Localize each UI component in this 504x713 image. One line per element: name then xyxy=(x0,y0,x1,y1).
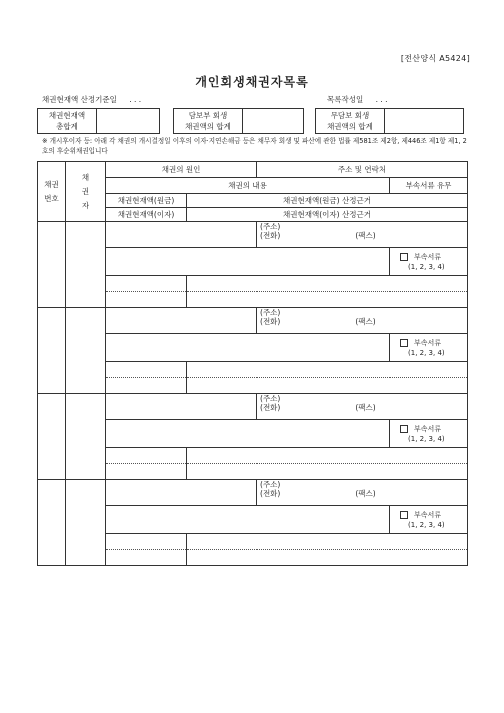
total-label: 채권현재액 총합계 xyxy=(38,109,97,134)
entry-contact[interactable]: (주소) (전화) (팩스) xyxy=(257,308,468,334)
entry-interest-basis[interactable] xyxy=(187,292,468,308)
entry-interest-basis[interactable] xyxy=(187,378,468,394)
secured-value[interactable] xyxy=(243,109,304,134)
checkbox-icon[interactable] xyxy=(400,511,408,519)
entry-interest[interactable] xyxy=(106,550,187,566)
checkbox-icon[interactable] xyxy=(400,339,408,347)
entry-content[interactable] xyxy=(106,334,390,362)
total-value[interactable] xyxy=(97,109,160,134)
col-principal: 채권현재액(원금) xyxy=(106,194,187,208)
entry-principal[interactable] xyxy=(106,362,187,378)
entry-cause[interactable] xyxy=(106,394,257,420)
checkbox-icon[interactable] xyxy=(400,425,408,433)
entry-number[interactable] xyxy=(38,222,66,308)
entry-principal[interactable] xyxy=(106,534,187,550)
summary-unsecured-table xyxy=(315,108,464,134)
col-content: 채권의 내용 xyxy=(106,178,390,194)
entry-cause[interactable] xyxy=(106,480,257,506)
entry-interest-basis[interactable] xyxy=(187,550,468,566)
entry-interest-basis[interactable] xyxy=(187,464,468,480)
col-attachments: 부속서류 유무 xyxy=(390,178,468,194)
entry-creditor[interactable] xyxy=(66,480,106,566)
unsecured-value[interactable] xyxy=(385,109,464,134)
base-date-value[interactable]: . . . xyxy=(129,95,142,104)
entry-contact[interactable]: (주소) (전화) (팩스) xyxy=(257,222,468,248)
entry-principal-basis[interactable] xyxy=(187,362,468,378)
entry-number[interactable] xyxy=(38,308,66,394)
entry-interest[interactable] xyxy=(106,378,187,394)
form-code: [전산양식 A5424] xyxy=(400,54,470,63)
entry-contact[interactable]: (주소) (전화) (팩스) xyxy=(257,480,468,506)
entry-creditor[interactable] xyxy=(66,222,106,308)
summary-table xyxy=(37,108,160,134)
entry-number[interactable] xyxy=(38,480,66,566)
col-cause: 채권의 원인 xyxy=(106,162,257,178)
entry-interest[interactable] xyxy=(106,292,187,308)
note-text: ※ 개시후이자 등: 아래 각 채권의 개시결정일 이후의 이자·지연손해금 등은 채무자 회생 및 파산에 관한 법률 제581조 제2항, 제446조 제1항 제1, 2호의 후순위채권입니다 xyxy=(42,137,467,155)
col-address: 주소 및 연락처 xyxy=(257,162,468,178)
col-principal-basis: 채권현재액(원금) 산정근거 xyxy=(187,194,468,208)
entry-attachments[interactable]: 부속서류 (1, 2, 3, 4) xyxy=(390,248,468,276)
entry-attachments[interactable]: 부속서류 (1, 2, 3, 4) xyxy=(390,334,468,362)
base-date-label: 채권현재액 산정기준일 . . . xyxy=(42,95,142,104)
entry-attachments[interactable]: 부속서류 (1, 2, 3, 4) xyxy=(390,506,468,534)
entry-cause[interactable] xyxy=(106,222,257,248)
col-number: 채권 번호 xyxy=(38,162,66,222)
entry-principal[interactable] xyxy=(106,276,187,292)
entry-creditor[interactable] xyxy=(66,394,106,480)
col-creditor: 채 권 자 xyxy=(66,162,106,222)
entry-principal-basis[interactable] xyxy=(187,534,468,550)
unsecured-label: 무담보 회생 채권액의 합계 xyxy=(316,109,385,134)
list-date-label: 목록작성일 . . . xyxy=(327,95,388,104)
entry-interest[interactable] xyxy=(106,464,187,480)
col-interest: 채권현재액(이자) xyxy=(106,208,187,222)
creditor-table xyxy=(37,161,468,566)
entry-number[interactable] xyxy=(38,394,66,480)
entry-creditor[interactable] xyxy=(66,308,106,394)
list-date-value[interactable]: . . . xyxy=(375,95,388,104)
entry-principal-basis[interactable] xyxy=(187,448,468,464)
entry-content[interactable] xyxy=(106,506,390,534)
entry-content[interactable] xyxy=(106,420,390,448)
entry-content[interactable] xyxy=(106,248,390,276)
entry-attachments[interactable]: 부속서류 (1, 2, 3, 4) xyxy=(390,420,468,448)
entry-principal-basis[interactable] xyxy=(187,276,468,292)
secured-label: 담보부 회생 채권액의 합계 xyxy=(174,109,243,134)
page-title: 개인회생채권자목록 xyxy=(195,75,309,89)
entry-principal[interactable] xyxy=(106,448,187,464)
checkbox-icon[interactable] xyxy=(400,253,408,261)
summary-secured-table xyxy=(173,108,304,134)
entry-cause[interactable] xyxy=(106,308,257,334)
col-interest-basis: 채권현재액(이자) 산정근거 xyxy=(187,208,468,222)
entry-contact[interactable]: (주소) (전화) (팩스) xyxy=(257,394,468,420)
